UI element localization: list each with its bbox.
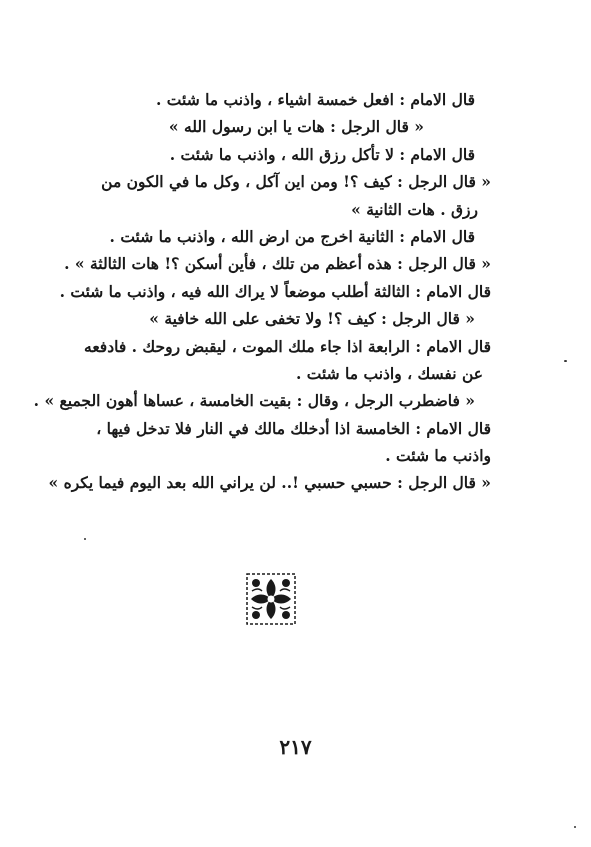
text-line-6: قال الامام : الثانية اخرج من ارض الله ، واذنب ما شئت .: [109, 226, 475, 246]
text-line-11: عن نفسك ، واذنب ما شئت .: [295, 363, 483, 383]
scan-speck: [84, 538, 86, 540]
text-line-14: واذنب ما شئت .: [385, 446, 491, 466]
text-line-10: قال الامام : الرابعة اذا جاء ملك الموت ، ليقبض روحك . فادفعه: [84, 336, 491, 356]
text-line-7: « قال الرجل : هذه أعظم من تلك ، فأين أسكن ؟! هات الثالثة » .: [64, 254, 491, 274]
text-line-2: « قال الرجل : هات يا ابن رسول الله »: [168, 117, 424, 137]
page-body-text: [0, 86, 591, 497]
text-line-3: قال الامام : لا تأكل رزق الله ، واذنب ما شئت .: [169, 144, 475, 164]
page-number: ٢١٧: [279, 735, 312, 759]
text-line-12: « فاضطرب الرجل ، وقال : بقيت الخامسة ، عساها أهون الجميع » .: [33, 391, 475, 411]
scan-speck: [564, 360, 567, 362]
text-line-4: « قال الرجل : كيف ؟! ومن اين آكل ، وكل ما في الكون من: [101, 172, 491, 192]
floral-ornament-icon: [246, 573, 296, 625]
text-line-15: « قال الرجل : حسبي حسبي !.. لن يراني الله بعد اليوم فيما يكره »: [48, 473, 491, 493]
text-line-13: قال الامام : الخامسة اذا أدخلك مالك في النار فلا تدخل فيها ،: [96, 418, 491, 438]
text-line-8: قال الامام : الثالثة أطلب موضعاً لا يراك الله فيه ، واذنب ما شئت .: [59, 281, 491, 301]
scan-speck: [574, 826, 576, 828]
text-line-9: « قال الرجل : كيف ؟! ولا تخفى على الله خافية »: [149, 309, 475, 329]
text-line-5: رزق . هات الثانية »: [351, 199, 478, 219]
text-line-1: قال الامام : افعل خمسة اشياء ، واذنب ما شئت .: [156, 90, 475, 109]
